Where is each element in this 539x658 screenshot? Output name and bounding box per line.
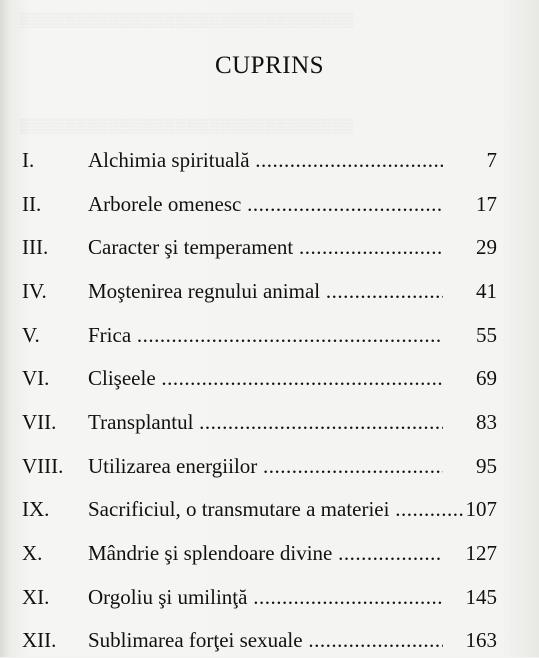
chapter-title: Frica .....	[88, 323, 443, 348]
chapter-title: Arborele omenesc .....	[88, 192, 443, 217]
page-number: 127	[465, 541, 497, 565]
chapter-number: XII.	[22, 628, 57, 652]
chapter-number: III.	[22, 235, 49, 259]
chapter-number: X.	[22, 541, 43, 565]
toc-entry	[0, 366, 539, 396]
chapter-title: Sublimarea forţei sexuale .....	[88, 628, 443, 653]
page-number: 55	[476, 323, 497, 347]
chapter-number: XI.	[22, 585, 50, 609]
page-number: 83	[476, 410, 497, 434]
page-number: 145	[465, 585, 497, 609]
page-number: 107	[465, 497, 497, 521]
chapter-number: VII.	[22, 410, 57, 434]
page-number: 163	[465, 628, 497, 652]
chapter-number: VI.	[22, 366, 50, 390]
toc-entry	[0, 541, 539, 571]
chapter-title: Sacrificiul, o transmutare a materiei .....	[88, 497, 464, 522]
chapter-title: Utilizarea energiilor .....	[88, 454, 443, 479]
chapter-number: I.	[22, 148, 35, 172]
chapter-number: IV.	[22, 279, 47, 303]
toc-entry	[0, 192, 539, 222]
chapter-number: V.	[22, 323, 40, 347]
toc-entry	[0, 323, 539, 353]
bleed-through-text: ▒▒▒▒▒▒▒▒▒▒▒▒▒▒▒▒▒▒▒▒▒▒▒▒▒▒▒▒▒▒	[20, 12, 354, 28]
chapter-title: Orgoliu şi umilinţă .....	[88, 585, 443, 610]
chapter-number: II.	[22, 192, 42, 216]
toc-entry	[0, 235, 539, 265]
page-number: 41	[476, 279, 497, 303]
chapter-title: Mândrie şi splendoare divine .....	[88, 541, 443, 566]
chapter-title: Moştenirea regnului animal .....	[88, 279, 443, 304]
toc-entry	[0, 628, 539, 658]
page-number: 7	[486, 148, 497, 172]
page-title: CUPRINS	[214, 52, 325, 79]
toc-entry	[0, 454, 539, 484]
toc-entry	[0, 148, 539, 178]
toc-entry	[0, 585, 539, 615]
chapter-title: Alchimia spirituală .....	[88, 148, 443, 173]
page-number: 17	[476, 192, 497, 216]
chapter-number: VIII.	[22, 454, 64, 478]
page-number: 69	[476, 366, 497, 390]
chapter-number: IX.	[22, 497, 50, 521]
toc-entry	[0, 279, 539, 309]
page-number: 95	[476, 454, 497, 478]
chapter-title: Transplantul .....	[88, 410, 443, 435]
page-number: 29	[476, 235, 497, 259]
toc-entry	[0, 497, 539, 527]
toc-entry	[0, 410, 539, 440]
chapter-title: Caracter şi temperament .....	[88, 235, 443, 260]
bleed-through-text: ▒▒▒▒▒▒▒▒▒▒▒▒▒▒▒▒▒▒▒▒▒▒▒▒▒▒▒▒▒▒	[20, 118, 354, 134]
chapter-title: Clişeele .....	[88, 366, 443, 391]
